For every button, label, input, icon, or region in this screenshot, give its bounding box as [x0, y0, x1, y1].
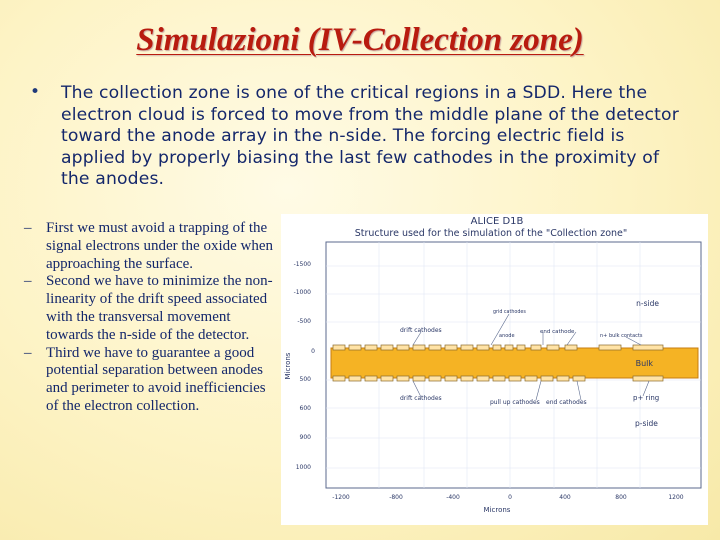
- bulk-contacts-label: n+ bulk contacts: [600, 333, 643, 339]
- drift-cathodes-bottom-label: drift cathodes: [400, 395, 442, 402]
- figure-header: ALICE D1B: [470, 216, 524, 227]
- figure-subtitle: Structure used for the simulation of the "Collection zone": [354, 228, 628, 239]
- x-axis-label: Microns: [483, 506, 511, 514]
- main-bullet-text: The collection zone is one of the critical regions in a SDD. Here the electron cloud is forced to move from the middle plane of the detector toward the anode array in the n-side. The forcing electric field is applied by properly biasing the last few cathodes in the proximity of the anodes.: [61, 83, 679, 189]
- x-tick-labels: [332, 494, 684, 501]
- end-cathodes-label: end cathodes: [546, 399, 587, 406]
- p-ring-label: p+ ring: [633, 394, 660, 402]
- bulk-label: Bulk: [635, 359, 653, 368]
- x-tick: 1200: [668, 494, 684, 501]
- x-tick: -400: [446, 494, 460, 501]
- anode-label: anode: [499, 333, 515, 339]
- sub-bullet-text: Third we have to guarantee a good potential separation between anodes and perimeter to avoid inefficiencies of the electron collection.: [46, 344, 266, 414]
- x-tick: -1200: [332, 494, 350, 501]
- n-side-electrodes: [333, 345, 663, 350]
- drift-cathodes-top-label: drift cathodes: [400, 327, 442, 334]
- x-tick: 800: [615, 494, 627, 501]
- y-tick: 500: [299, 376, 311, 383]
- slide-title: Simulazioni (IV-Collection zone): [136, 22, 584, 58]
- x-tick: 400: [559, 494, 571, 501]
- y-tick-labels: [294, 261, 316, 471]
- y-tick: 1000: [295, 464, 311, 471]
- p-side-label: p-side: [635, 419, 658, 428]
- sub-bullet-text: Second we have to minimize the non-linearity of the drift speed associated with the transversal movement towards the n-side of the detector.: [46, 273, 273, 343]
- dash-icon: –: [24, 344, 32, 361]
- y-tick: 900: [299, 434, 311, 441]
- end-cathode-label: end cathode: [540, 329, 575, 335]
- pull-up-cathodes-label: pull up cathodes: [490, 399, 540, 406]
- x-tick: 0: [508, 494, 512, 501]
- dash-icon: –: [24, 220, 32, 236]
- y-tick: 0: [311, 348, 315, 355]
- y-tick: -1500: [293, 261, 311, 268]
- grid-cathodes-label: grid cathodes: [493, 310, 526, 315]
- y-axis-label: Microns: [284, 352, 292, 380]
- sub-bullet-text: First we must avoid a trapping of the signal electrons under the oxide when approaching the surface.: [46, 220, 274, 272]
- sub-bullet-item: [24, 345, 274, 416]
- bullet-dot-icon: •: [30, 82, 41, 102]
- y-tick: 600: [299, 405, 311, 412]
- sub-bullet-item: [24, 273, 274, 344]
- y-tick: -1000: [293, 289, 311, 296]
- n-side-label: n-side: [636, 299, 659, 308]
- simulation-figure: [281, 214, 708, 525]
- structure-diagram: [281, 214, 708, 525]
- dash-icon: –: [24, 273, 32, 290]
- sub-bullet-item: [24, 220, 274, 273]
- x-tick: -800: [389, 494, 403, 501]
- y-tick: -500: [297, 318, 311, 325]
- sub-bullet-list: [24, 220, 274, 416]
